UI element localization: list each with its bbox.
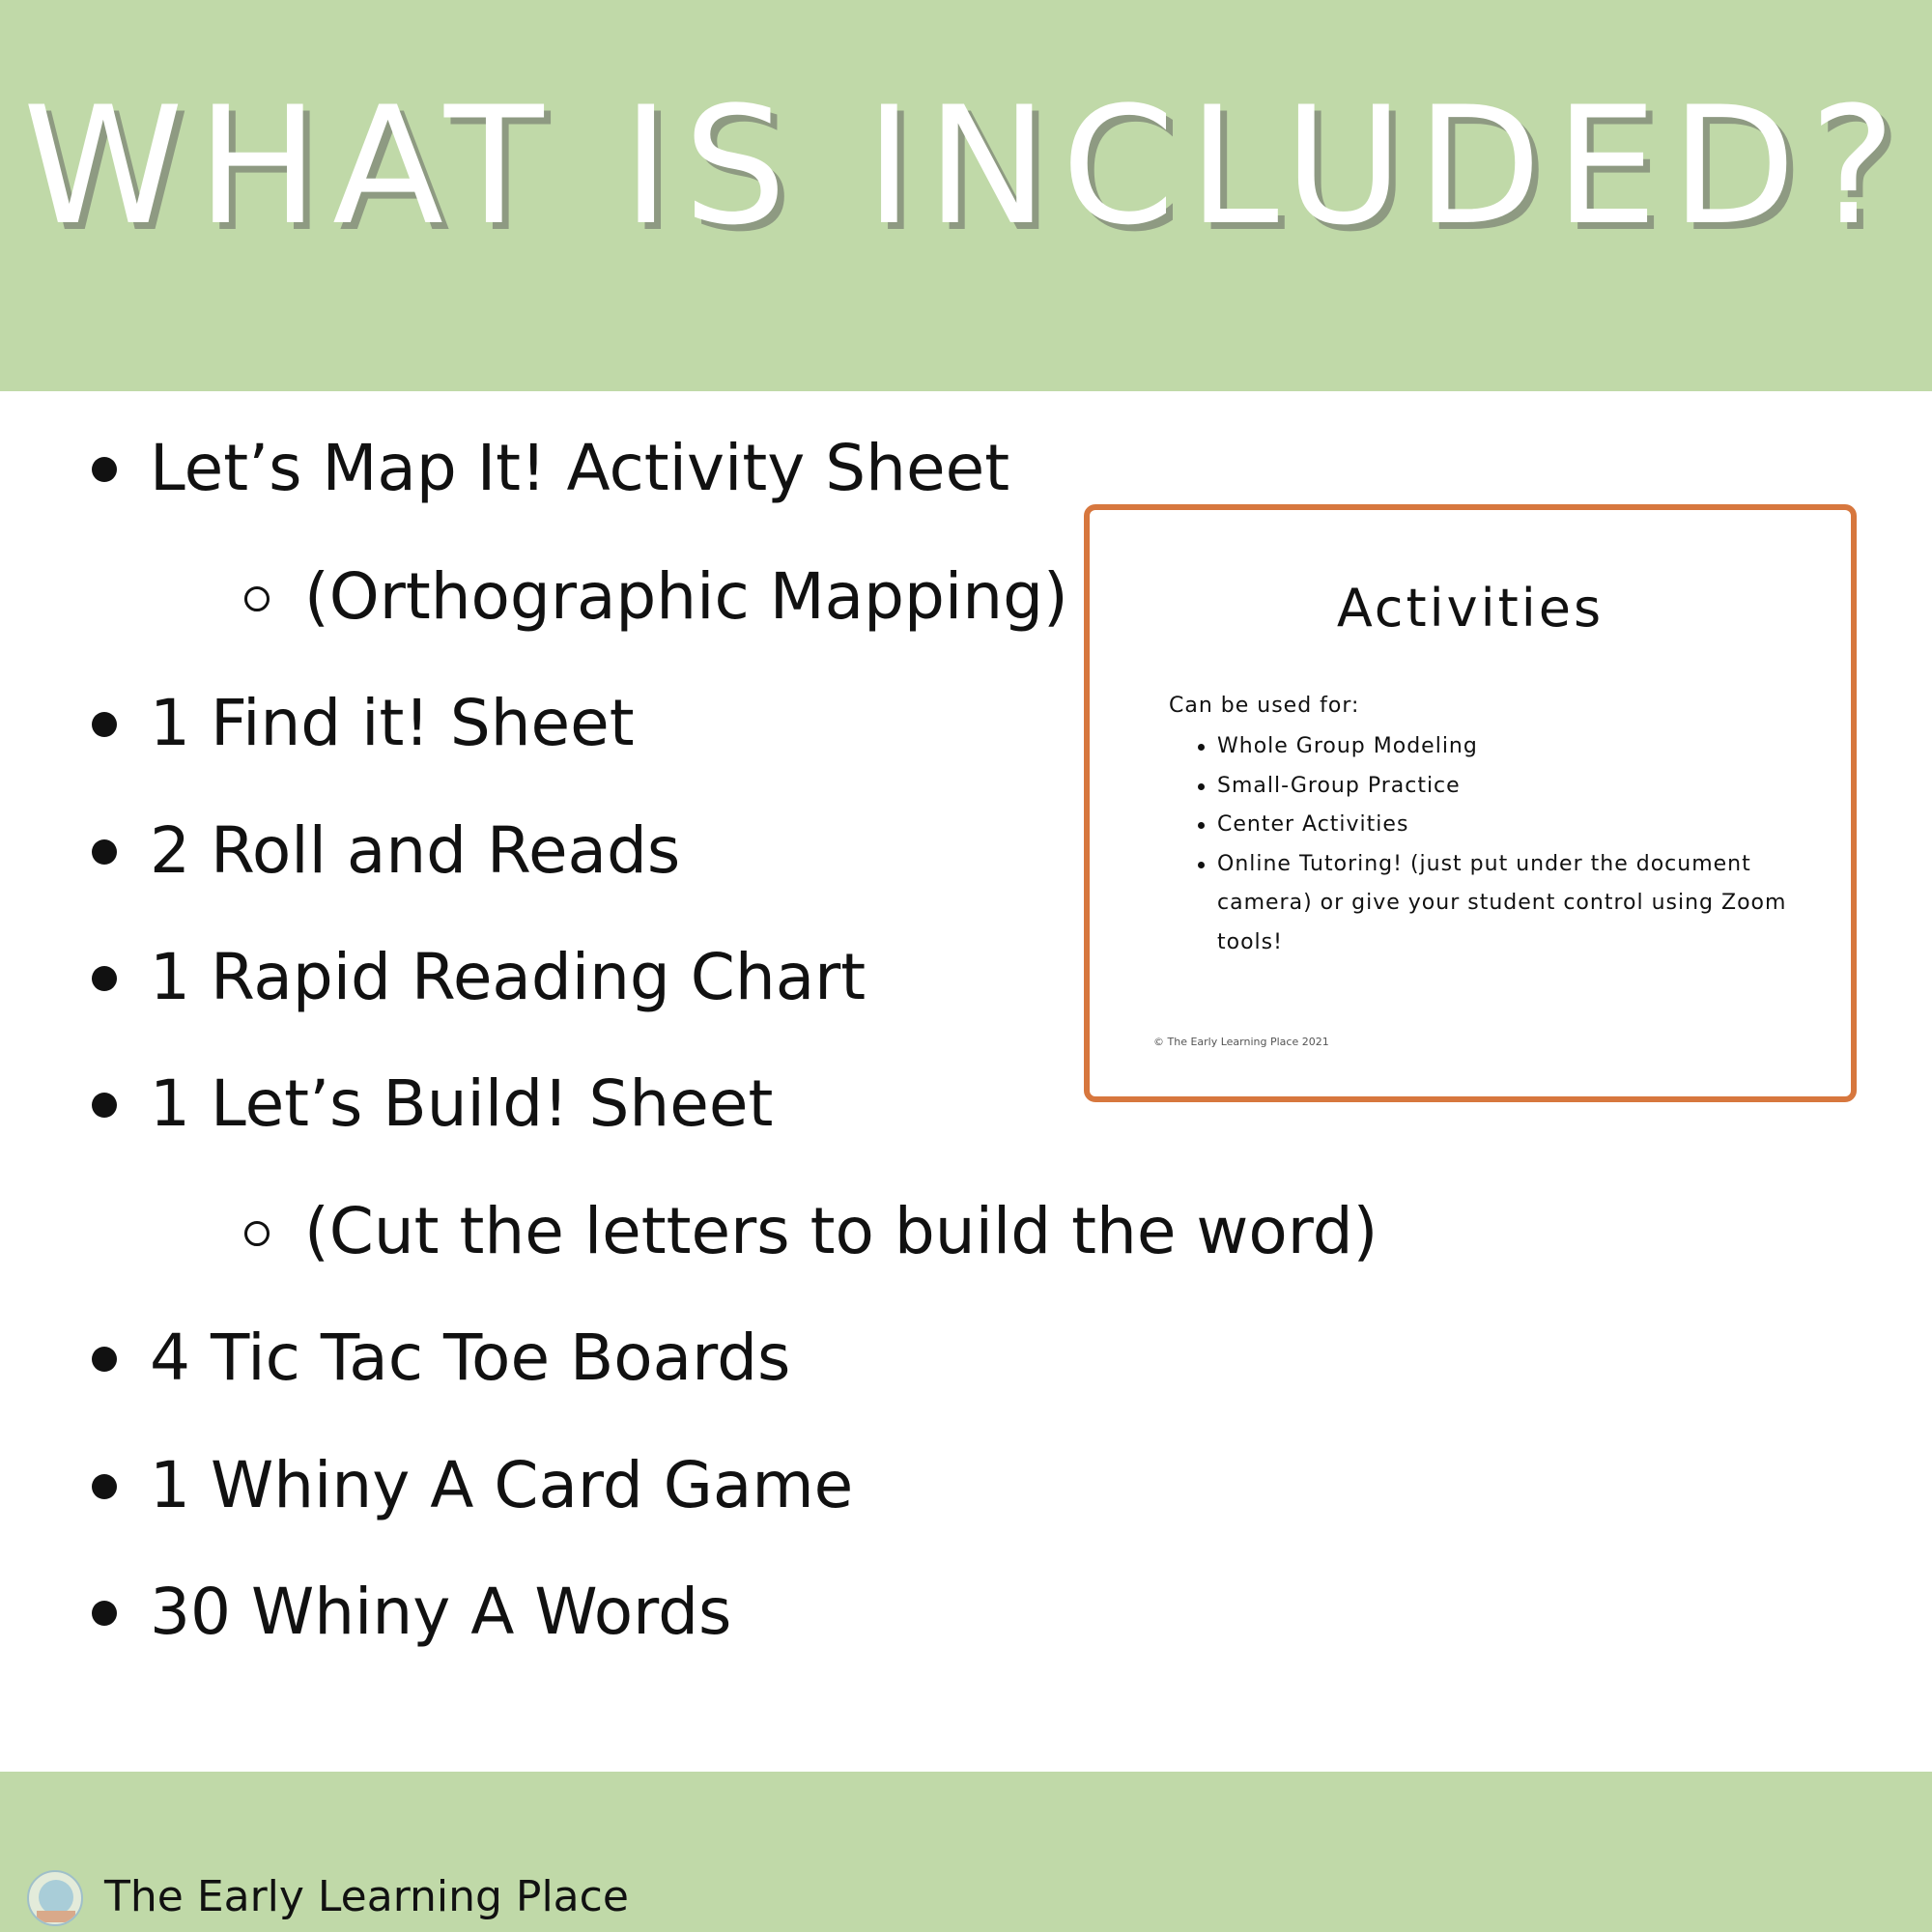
card-title: Activities	[1336, 578, 1605, 639]
bullet-icon	[1198, 744, 1205, 751]
list-item-text: Let’s Map It! Activity Sheet	[150, 431, 1010, 505]
list-subitem-text: (Cut the letters to build the word)	[304, 1194, 1378, 1268]
card-list-item-text: Small-Group Practice	[1217, 773, 1461, 798]
list-item-text: 1 Let’s Build! Sheet	[150, 1066, 774, 1141]
list-item	[150, 1320, 790, 1397]
bullet-icon	[92, 457, 117, 482]
bullet-icon	[92, 966, 117, 991]
list-item-text: 1 Find it! Sheet	[150, 686, 635, 760]
card-list-item	[1217, 806, 1797, 845]
list-subitem	[304, 558, 1068, 636]
bullet-icon	[92, 1474, 117, 1499]
bullet-icon	[92, 712, 117, 737]
list-item-text: 4 Tic Tac Toe Boards	[150, 1321, 791, 1395]
bullet-icon	[92, 839, 117, 865]
list-item	[150, 1447, 853, 1524]
card-list-item	[1217, 845, 1797, 963]
bullet-icon	[1198, 862, 1205, 868]
card-list-item-text: Online Tutoring! (just put under the document camera) or give your student control using Zoom tools!	[1217, 851, 1787, 954]
brand-name: The Early Learning Place	[104, 1872, 629, 1921]
card-list-item	[1217, 727, 1797, 767]
card-copyright: © The Early Learning Place 2021	[1153, 1036, 1329, 1048]
hollow-bullet-icon	[244, 1221, 270, 1246]
card-list-item-text: Center Activities	[1217, 812, 1409, 837]
card-intro: Can be used for:	[1169, 694, 1360, 718]
list-subitem-text: (Orthographic Mapping)	[304, 559, 1068, 634]
list-item-text: 1 Rapid Reading Chart	[150, 940, 867, 1014]
list-subitem	[304, 1193, 1378, 1270]
page-title: WHAT IS INCLUDED?	[22, 71, 1910, 261]
bullet-icon	[1198, 822, 1205, 829]
bullet-icon	[92, 1093, 117, 1118]
books-icon	[37, 1911, 75, 1922]
bullet-icon	[1198, 783, 1205, 790]
bullet-icon	[92, 1601, 117, 1626]
hollow-bullet-icon	[244, 586, 270, 611]
bullet-icon	[92, 1347, 117, 1372]
card-list-item	[1217, 767, 1797, 807]
card-list-item-text: Whole Group Modeling	[1217, 734, 1478, 758]
activities-preview-card	[1084, 504, 1857, 1102]
list-item	[150, 430, 1009, 507]
list-item	[150, 939, 866, 1016]
list-item	[150, 685, 635, 762]
globe-icon	[39, 1880, 73, 1915]
early-learning-place-logo-icon	[27, 1870, 83, 1926]
list-item-text: 1 Whiny A Card Game	[150, 1448, 854, 1522]
card-bullet-list	[1217, 727, 1797, 962]
list-item	[150, 812, 680, 890]
list-item	[150, 1065, 773, 1143]
list-item-text: 30 Whiny A Words	[150, 1575, 732, 1649]
list-item	[150, 1574, 731, 1651]
list-item-text: 2 Roll and Reads	[150, 813, 681, 888]
